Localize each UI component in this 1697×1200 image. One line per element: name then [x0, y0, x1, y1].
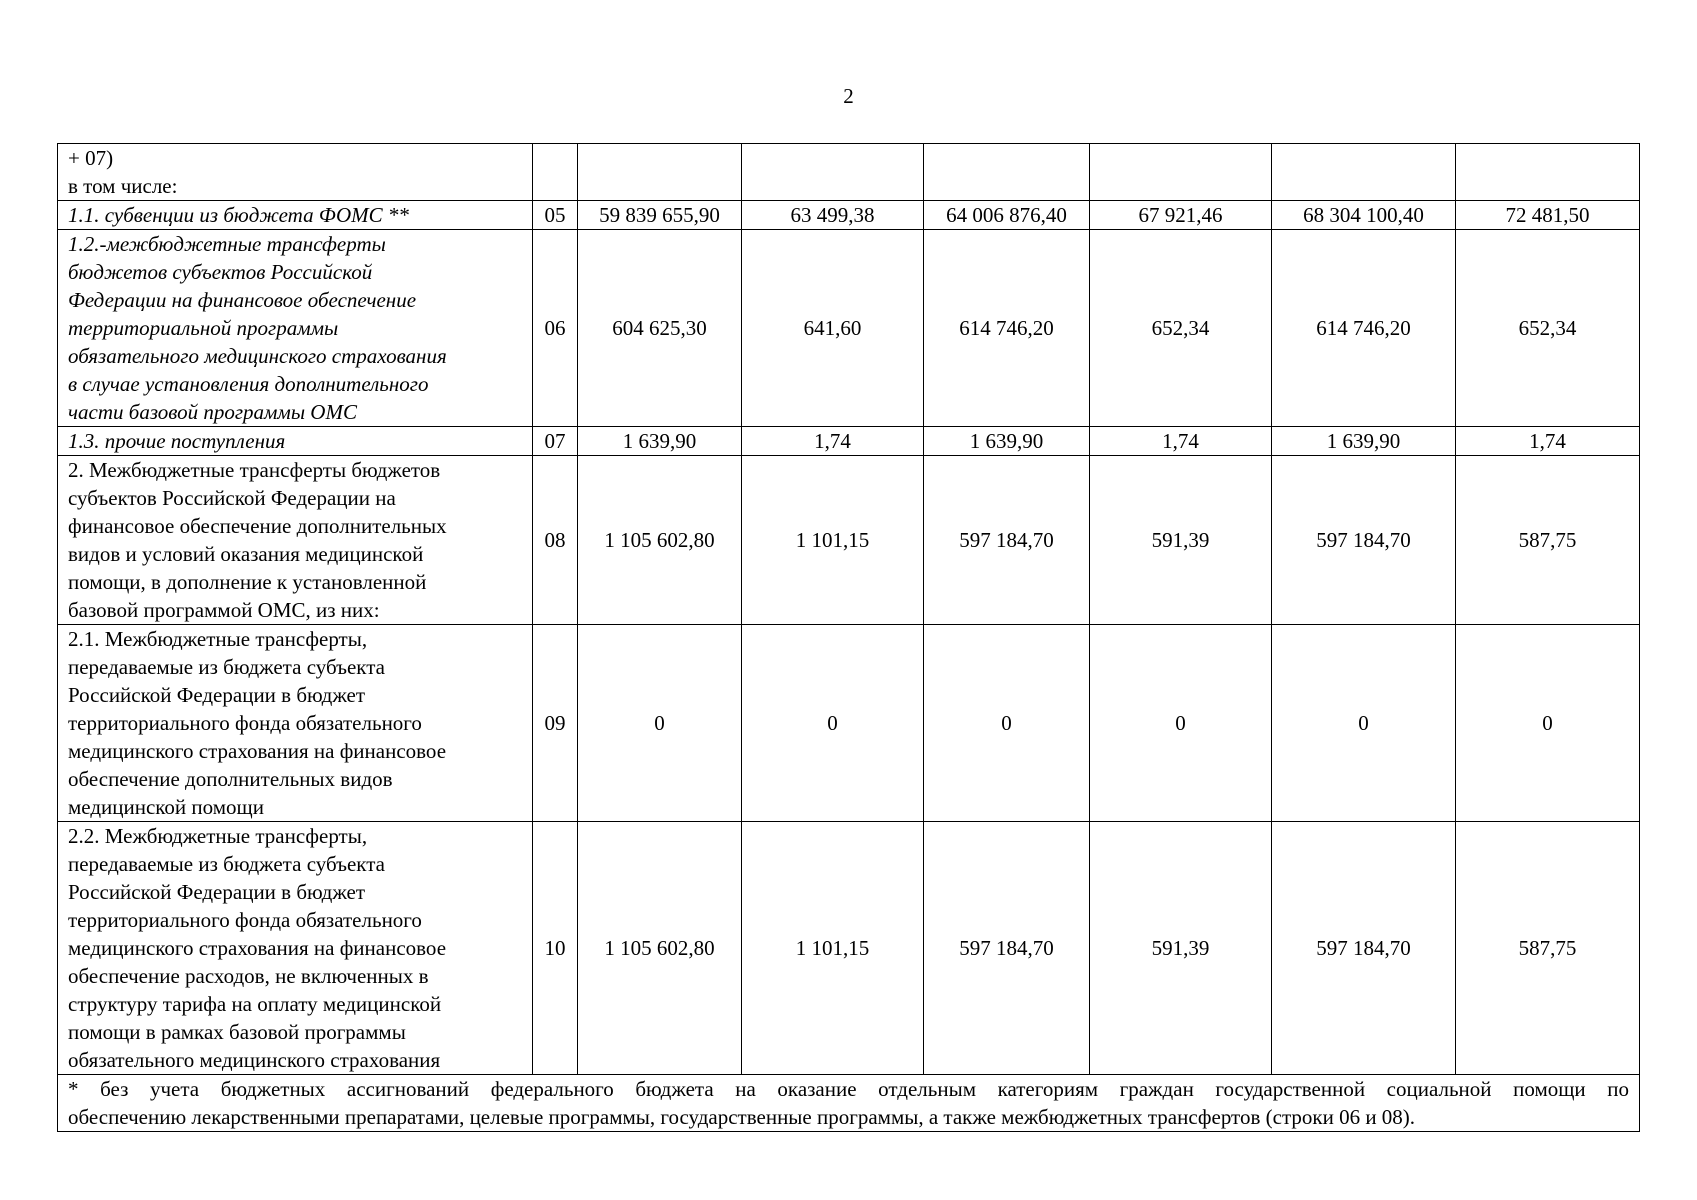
- row-value-col-4: 652,34: [1090, 230, 1272, 427]
- row-label-line: базовой программой ОМС, из них:: [68, 598, 380, 622]
- table-body: [58, 144, 1640, 1075]
- row-value-col-4: 0: [1090, 625, 1272, 822]
- table-row: [58, 822, 1640, 1075]
- row-value-col-2: [742, 144, 924, 201]
- row-label-line: 1.1. субвенции из бюджета ФОМС **: [68, 203, 409, 227]
- row-value-col-6: 652,34: [1456, 230, 1640, 427]
- row-label-line: помощи в рамках базовой программы: [68, 1020, 406, 1044]
- row-value-col-4: [1090, 144, 1272, 201]
- page-number: 2: [843, 84, 854, 108]
- row-value-col-1: 1 105 602,80: [578, 456, 742, 625]
- row-code: 05: [533, 201, 578, 230]
- row-label-line: медицинского страхования на финансовое: [68, 936, 447, 960]
- row-value-col-1: 604 625,30: [578, 230, 742, 427]
- row-label-line: видов и условий оказания медицинской: [68, 542, 424, 566]
- row-label-line: субъектов Российской Федерации на: [68, 486, 396, 510]
- footnote-row: [58, 1075, 1640, 1132]
- row-label-line: территориальной программы: [68, 316, 339, 340]
- row-value-col-4: 591,39: [1090, 822, 1272, 1075]
- row-label-line: передаваемые из бюджета субъекта: [68, 655, 385, 679]
- row-value-col-5: 68 304 100,40: [1272, 201, 1456, 230]
- table-row: [58, 625, 1640, 822]
- row-label: [58, 822, 533, 1075]
- row-value-col-2: 641,60: [742, 230, 924, 427]
- footnote: [58, 1075, 1640, 1132]
- row-label-line: 2.2. Межбюджетные трансферты,: [68, 824, 368, 848]
- row-value-col-2: 1 101,15: [742, 822, 924, 1075]
- row-value-col-3: [924, 144, 1090, 201]
- row-code: 06: [533, 230, 578, 427]
- row-value-col-2: 0: [742, 625, 924, 822]
- table-row: [58, 144, 1640, 201]
- row-label-line: Федерации на финансовое обеспечение: [68, 288, 417, 312]
- row-value-col-5: 614 746,20: [1272, 230, 1456, 427]
- row-value-col-2: 63 499,38: [742, 201, 924, 230]
- row-label-line: обеспечение расходов, не включенных в: [68, 964, 429, 988]
- row-label-line: в случае установления дополнительного: [68, 372, 429, 396]
- row-code: 07: [533, 427, 578, 456]
- row-value-col-6: 587,75: [1456, 822, 1640, 1075]
- row-label: [58, 456, 533, 625]
- row-label-line: 2.1. Межбюджетные трансферты,: [68, 627, 368, 651]
- row-value-col-3: 597 184,70: [924, 456, 1090, 625]
- row-value-col-5: 1 639,90: [1272, 427, 1456, 456]
- row-value-col-3: 614 746,20: [924, 230, 1090, 427]
- row-label-line: территориального фонда обязательного: [68, 908, 422, 932]
- row-value-col-3: 64 006 876,40: [924, 201, 1090, 230]
- row-label-line: обязательного медицинского страхования: [68, 344, 447, 368]
- row-value-col-1: 59 839 655,90: [578, 201, 742, 230]
- row-label-line: обязательного медицинского страхования: [68, 1048, 441, 1072]
- row-value-col-4: 1,74: [1090, 427, 1272, 456]
- row-value-col-6: 0: [1456, 625, 1640, 822]
- row-code: [533, 144, 578, 201]
- row-value-col-6: 1,74: [1456, 427, 1640, 456]
- row-label-line: Российской Федерации в бюджет: [68, 683, 366, 707]
- row-code: 09: [533, 625, 578, 822]
- row-value-col-5: 597 184,70: [1272, 456, 1456, 625]
- row-value-col-1: [578, 144, 742, 201]
- row-label-line: 1.3. прочие поступления: [68, 429, 286, 453]
- footnote-line-1: * без учета бюджетных ассигнований федерального бюджета на оказание отдельным категориям граждан государственной социальной помощи по: [68, 1077, 1629, 1101]
- row-value-col-6: [1456, 144, 1640, 201]
- table-row: [58, 427, 1640, 456]
- row-label-line: 2. Межбюджетные трансферты бюджетов: [68, 458, 441, 482]
- row-value-col-5: [1272, 144, 1456, 201]
- row-label-line: бюджетов субъектов Российской: [68, 260, 373, 284]
- table-row: [58, 456, 1640, 625]
- row-label-line: структуру тарифа на оплату медицинской: [68, 992, 442, 1016]
- row-code: 10: [533, 822, 578, 1075]
- row-label: [58, 230, 533, 427]
- footnote-line-2: обеспечению лекарственными препаратами, целевые программы, государственные программы, а также межбюджетных трансфертов (строки 06 и 08).: [68, 1105, 1416, 1129]
- row-label: [58, 427, 533, 456]
- row-label-line: части базовой программы ОМС: [68, 400, 357, 424]
- row-value-col-3: 0: [924, 625, 1090, 822]
- row-value-col-1: 0: [578, 625, 742, 822]
- row-label-line: медицинского страхования на финансовое: [68, 739, 447, 763]
- row-value-col-4: 67 921,46: [1090, 201, 1272, 230]
- row-value-col-3: 1 639,90: [924, 427, 1090, 456]
- row-label-line: в том числе:: [68, 174, 178, 198]
- row-label: [58, 144, 533, 201]
- budget-table: [57, 143, 1640, 1132]
- row-value-col-6: 587,75: [1456, 456, 1640, 625]
- row-label-line: помощи, в дополнение к установленной: [68, 570, 427, 594]
- row-value-col-6: 72 481,50: [1456, 201, 1640, 230]
- row-label-line: передаваемые из бюджета субъекта: [68, 852, 385, 876]
- row-label-line: финансовое обеспечение дополнительных: [68, 514, 447, 538]
- row-value-col-1: 1 105 602,80: [578, 822, 742, 1075]
- row-value-col-1: 1 639,90: [578, 427, 742, 456]
- row-label: [58, 201, 533, 230]
- row-value-col-4: 591,39: [1090, 456, 1272, 625]
- row-value-col-5: 0: [1272, 625, 1456, 822]
- row-label-line: обеспечение дополнительных видов: [68, 767, 393, 791]
- row-label-line: Российской Федерации в бюджет: [68, 880, 366, 904]
- row-label-line: медицинской помощи: [68, 795, 264, 819]
- row-value-col-5: 597 184,70: [1272, 822, 1456, 1075]
- row-label-line: 1.2.-межбюджетные трансферты: [68, 232, 386, 256]
- row-value-col-2: 1,74: [742, 427, 924, 456]
- row-label-line: + 07): [68, 146, 114, 170]
- row-code: 08: [533, 456, 578, 625]
- table-row: [58, 201, 1640, 230]
- row-label: [58, 625, 533, 822]
- row-value-col-3: 597 184,70: [924, 822, 1090, 1075]
- row-value-col-2: 1 101,15: [742, 456, 924, 625]
- row-label-line: территориального фонда обязательного: [68, 711, 422, 735]
- table-row: [58, 230, 1640, 427]
